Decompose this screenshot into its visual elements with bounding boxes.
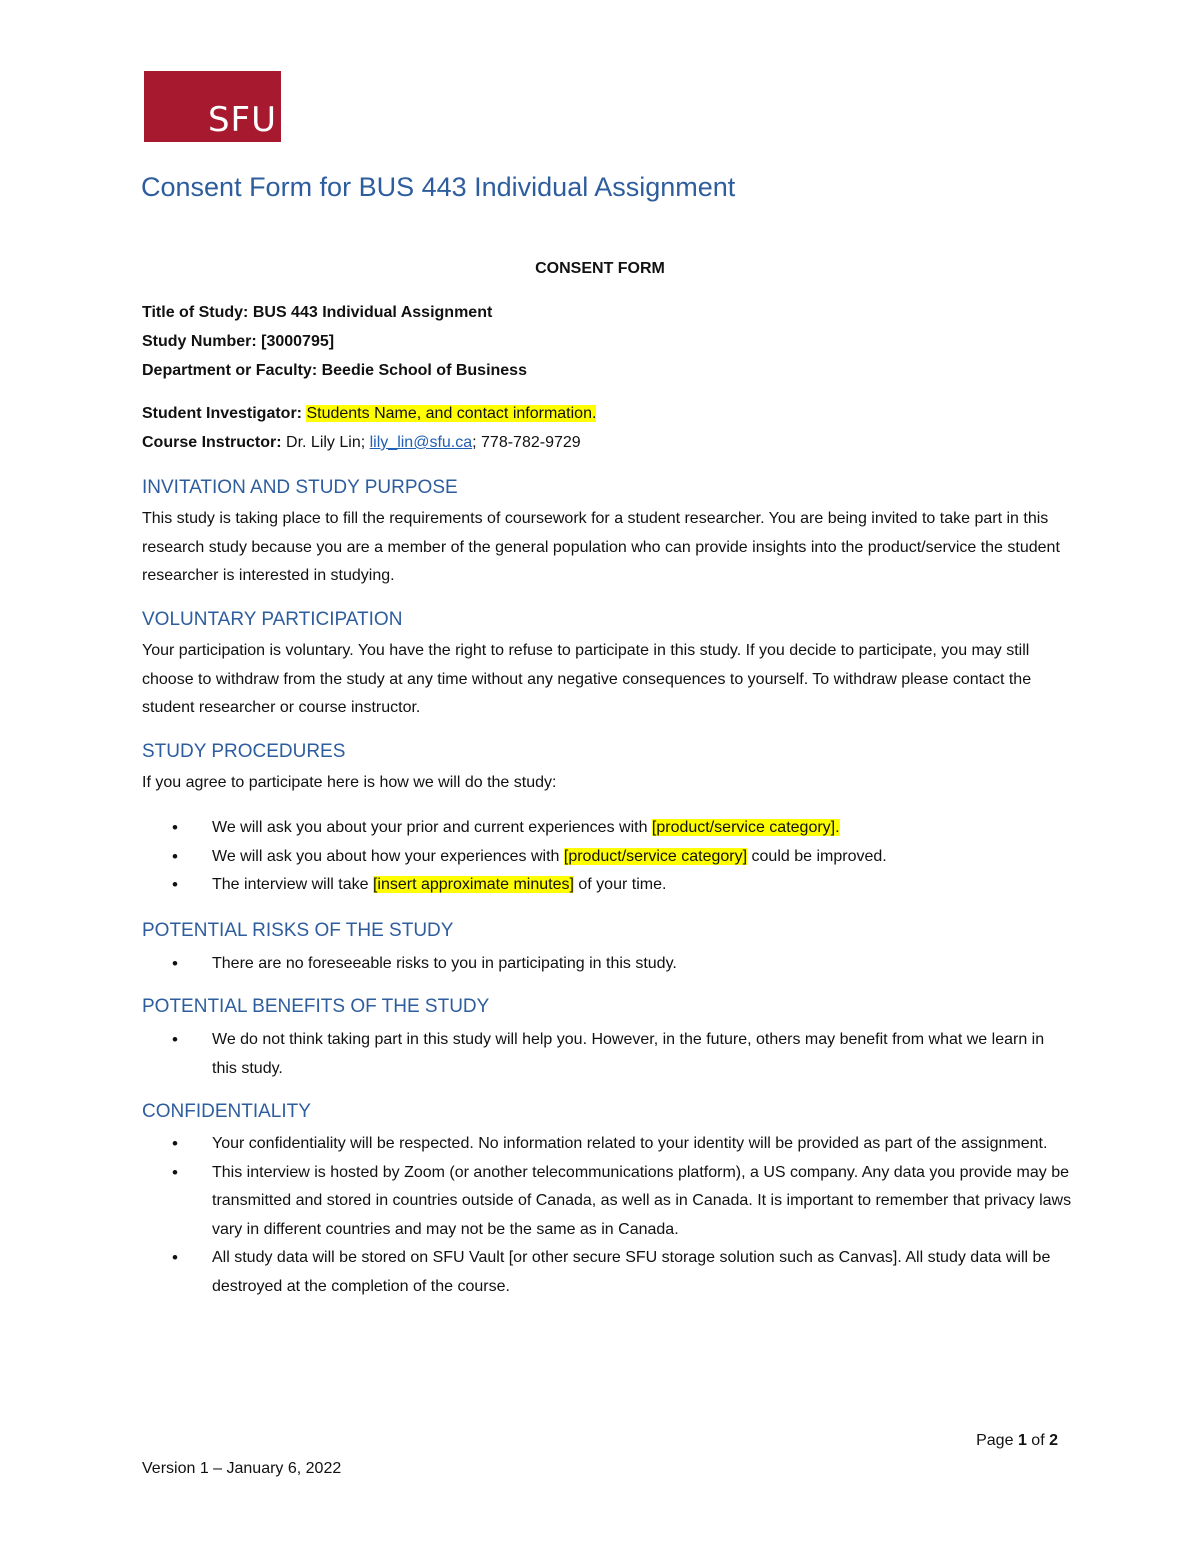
investigator-label: Student Investigator: xyxy=(142,405,303,422)
section-heading-voluntary: VOLUNTARY PARTICIPATION xyxy=(142,609,403,630)
study-title-label: Title of Study: xyxy=(142,304,249,321)
instructor-name: Dr. Lily Lin; xyxy=(286,434,366,451)
document-title: Consent Form for BUS 443 Individual Assignment xyxy=(141,172,736,202)
procedure-1-highlight: [product/service category]. xyxy=(651,819,840,836)
version-footer: Version 1 – January 6, 2022 xyxy=(142,1460,342,1477)
confidentiality-list xyxy=(142,1130,1072,1301)
procedure-3-highlight: [insert approximate minutes] xyxy=(372,876,574,893)
investigator-value: Students Name, and contact information. xyxy=(306,405,597,422)
study-number-label: Study Number: xyxy=(142,333,257,350)
risks-list xyxy=(142,950,1072,979)
section-heading-procedures: STUDY PROCEDURES xyxy=(142,741,346,762)
procedures-list xyxy=(142,814,1072,900)
procedure-3-text-end: of your time. xyxy=(573,876,667,893)
department-value: Beedie School of Business xyxy=(321,362,527,379)
page-total: 2 xyxy=(1049,1432,1058,1449)
study-number-value: [3000795] xyxy=(261,333,335,350)
invitation-text: This study is taking place to fill the requirements of coursework for a student researcher. You are being invited to take part in this research study because you are a member of the general population who can provide insights into the product/service the student researcher is interested in studying. xyxy=(142,510,1060,584)
consent-form-heading: CONSENT FORM xyxy=(535,260,665,277)
list-item: • Your confidentiality will be respected. No information related to your identity will be provided as part of the assignment. xyxy=(142,1130,1072,1159)
page-number xyxy=(976,1432,1058,1450)
procedure-3-text: The interview will take xyxy=(212,876,373,893)
study-title-line xyxy=(142,304,492,322)
list-item: • There are no foreseeable risks to you in participating in this study. xyxy=(142,950,1072,979)
page-label: Page xyxy=(976,1432,1014,1449)
list-item: • This interview is hosted by Zoom (or another telecommunications platform), a US company. Any data you provide may be transmitted and stored in countries outside of Canada, as well as in Canada. It is important to remember that privacy laws vary in different countries and may not be the same as in Canada. xyxy=(142,1159,1072,1245)
department-label: Department or Faculty: xyxy=(142,362,318,379)
instructor-line xyxy=(142,434,581,452)
voluntary-text: Your participation is voluntary. You have the right to refuse to participate in this study. If you decide to participate, you may still choose to withdraw from the study at any time without any negative consequences to yourself. To withdraw please contact the student researcher or course instructor. xyxy=(142,642,1032,716)
procedure-2-text-end: could be improved. xyxy=(747,847,887,865)
procedure-2-text: We will ask you about how your experiences with xyxy=(212,847,564,865)
study-number-line xyxy=(142,333,334,351)
section-heading-confidentiality: CONFIDENTIALITY xyxy=(142,1101,311,1122)
section-heading-benefits: POTENTIAL BENEFITS OF THE STUDY xyxy=(142,996,490,1017)
procedures-intro: If you agree to participate here is how we will do the study: xyxy=(142,774,557,791)
list-item: • We do not think taking part in this study will help you. However, in the future, others may benefit from what we learn in this study. xyxy=(142,1026,1072,1083)
instructor-email-link[interactable]: lily_lin@sfu.ca xyxy=(369,434,473,451)
page-current: 1 xyxy=(1017,1432,1027,1449)
department-line xyxy=(142,362,527,380)
sfu-logo xyxy=(144,71,281,142)
instructor-label: Course Instructor: xyxy=(142,434,282,451)
list-item xyxy=(142,871,1072,900)
procedure-1-text: We will ask you about your prior and current experiences with xyxy=(212,819,652,836)
procedure-2-highlight: [product/service category] xyxy=(563,847,748,865)
list-item: • All study data will be stored on SFU Vault [or other secure SFU storage solution such as Canvas]. All study data will be destroyed at the completion of the course. xyxy=(142,1244,1072,1301)
investigator-line xyxy=(142,405,596,423)
study-title-value: BUS 443 Individual Assignment xyxy=(252,304,493,321)
logo-text: SFU xyxy=(207,100,277,140)
list-item xyxy=(142,843,1072,872)
section-heading-invitation: INVITATION AND STUDY PURPOSE xyxy=(142,477,458,498)
instructor-phone: ; 778-782-9729 xyxy=(472,434,581,451)
benefits-list xyxy=(142,1026,1072,1083)
page-of: of xyxy=(1031,1432,1045,1449)
list-item xyxy=(142,814,1072,843)
section-heading-risks: POTENTIAL RISKS OF THE STUDY xyxy=(142,920,454,941)
